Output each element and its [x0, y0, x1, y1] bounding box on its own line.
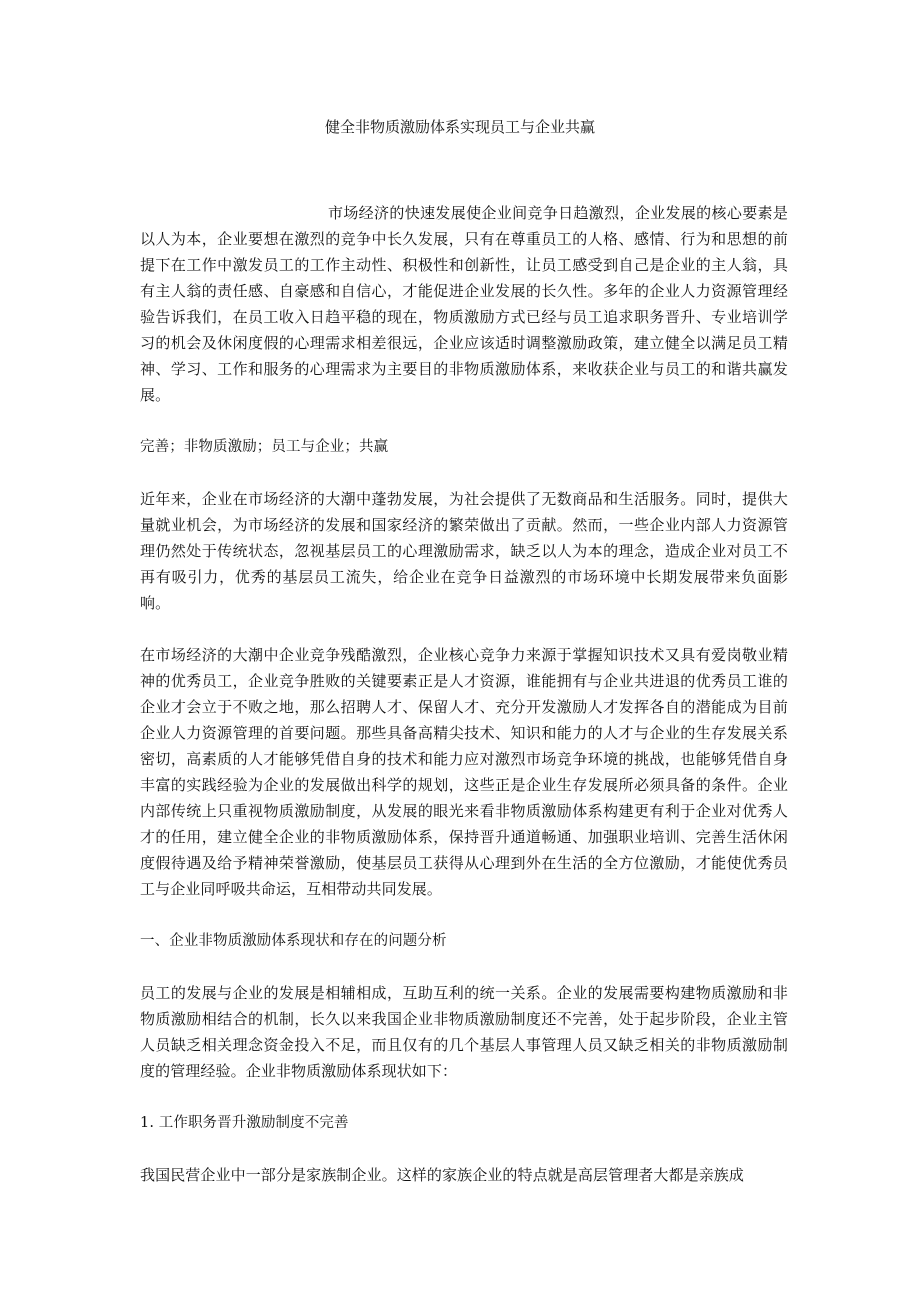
intro-paragraph-2: 在市场经济的大潮中企业竞争残酷激烈，企业核心竞争力来源于掌握知识技术又具有爱岗敬业精神的优秀员工，企业竞争胜败的关键要素正是人才资源，谁能拥有与企业共进退的优秀员工谁的企业才会立于不败之地，那么招聘人才、保留人才、充分开发激励人才发挥各自的潜能成为目前企业人力资源管理的首要问题。那些具备高精尖技术、知识和能力的人才与企业的生存发展关系密切，高素质的人才能够凭借自身的技术和能力应对激烈市场竞争环境的挑战，也能够凭借自身丰富的实践经验为企业的发展做出科学的规划，这些正是企业生存发展所必须具备的条件。企业内部传统上只重视物质激励制度，从发展的眼光来看非物质激励体系构建更有利于企业对优秀人才的任用，建立健全企业的非物质激励体系，保持晋升通道畅通、加强职业培训、完善生活休闲度假待遇及给予精神荣誉激励，使基层员工获得从心理到外在生活的全方位激励，才能使优秀员工与企业同呼吸共命运，互相带动共同发展。	[140, 646, 788, 898]
intro-paragraph-1: 近年来，企业在市场经济的大潮中蓬勃发展，为社会提供了无数商品和生活服务。同时，提供大量就业机会，为市场经济的发展和国家经济的繁荣做出了贡献。然而，一些企业内部人力资源管理仍然处于传统状态，忽视基层员工的心理激励需求，缺乏以人为本的理念，造成企业对员工不再有吸引力，优秀的基层员工流失，给企业在竞争日益激烈的市场环境中长期发展带来负面影响。	[140, 490, 788, 612]
keywords-line: 完善；非物质激励；员工与企业；共赢	[140, 439, 389, 455]
document-title: 健全非物质激励体系实现员工与企业共赢	[324, 118, 595, 136]
subsection-1-heading: 1. 工作职务晋升激励制度不完善	[140, 1115, 349, 1131]
section-1-heading: 一、企业非物质激励体系现状和存在的问题分析	[140, 933, 447, 949]
abstract-paragraph: 市场经济的快速发展使企业间竞争日趋激烈，企业发展的核心要素是以人为本，企业要想在激烈的竞争中长久发展，只有在尊重员工的人格、感情、行为和思想的前提下在工作中激发员工的工作主动性、积极性和创新性，让员工感受到自己是企业的主人翁，具有主人翁的责任感、自豪感和自信心，才能促进企业发展的长久性。多年的企业人力资源管理经验告诉我们，在员工收入日趋平稳的现在，物质激励方式已经与员工追求职务晋升、专业培训学习的机会及休闲度假的心理需求相差很远，企业应该适时调整激励政策，建立健全以满足员工精神、学习、工作和服务的心理需求为主要目的非物质激励体系，来收获企业与员工的和谐共赢发展。	[140, 204, 788, 404]
document-body	[140, 200, 788, 1214]
section-1-paragraph: 员工的发展与企业的发展是相辅相成，互助互利的统一关系。企业的发展需要构建物质激励和非物质激励相结合的机制，长久以来我国企业非物质激励制度还不完善，处于起步阶段，企业主管人员缺乏相关理念资金投入不足，而且仅有的几个基层人事管理人员又缺乏相关的非物质激励制度的管理经验。企业非物质激励体系现状如下：	[140, 984, 788, 1080]
subsection-1-paragraph: 我国民营企业中一部分是家族制企业。这样的家族企业的特点就是高层管理者大都是亲族成	[140, 1166, 745, 1184]
